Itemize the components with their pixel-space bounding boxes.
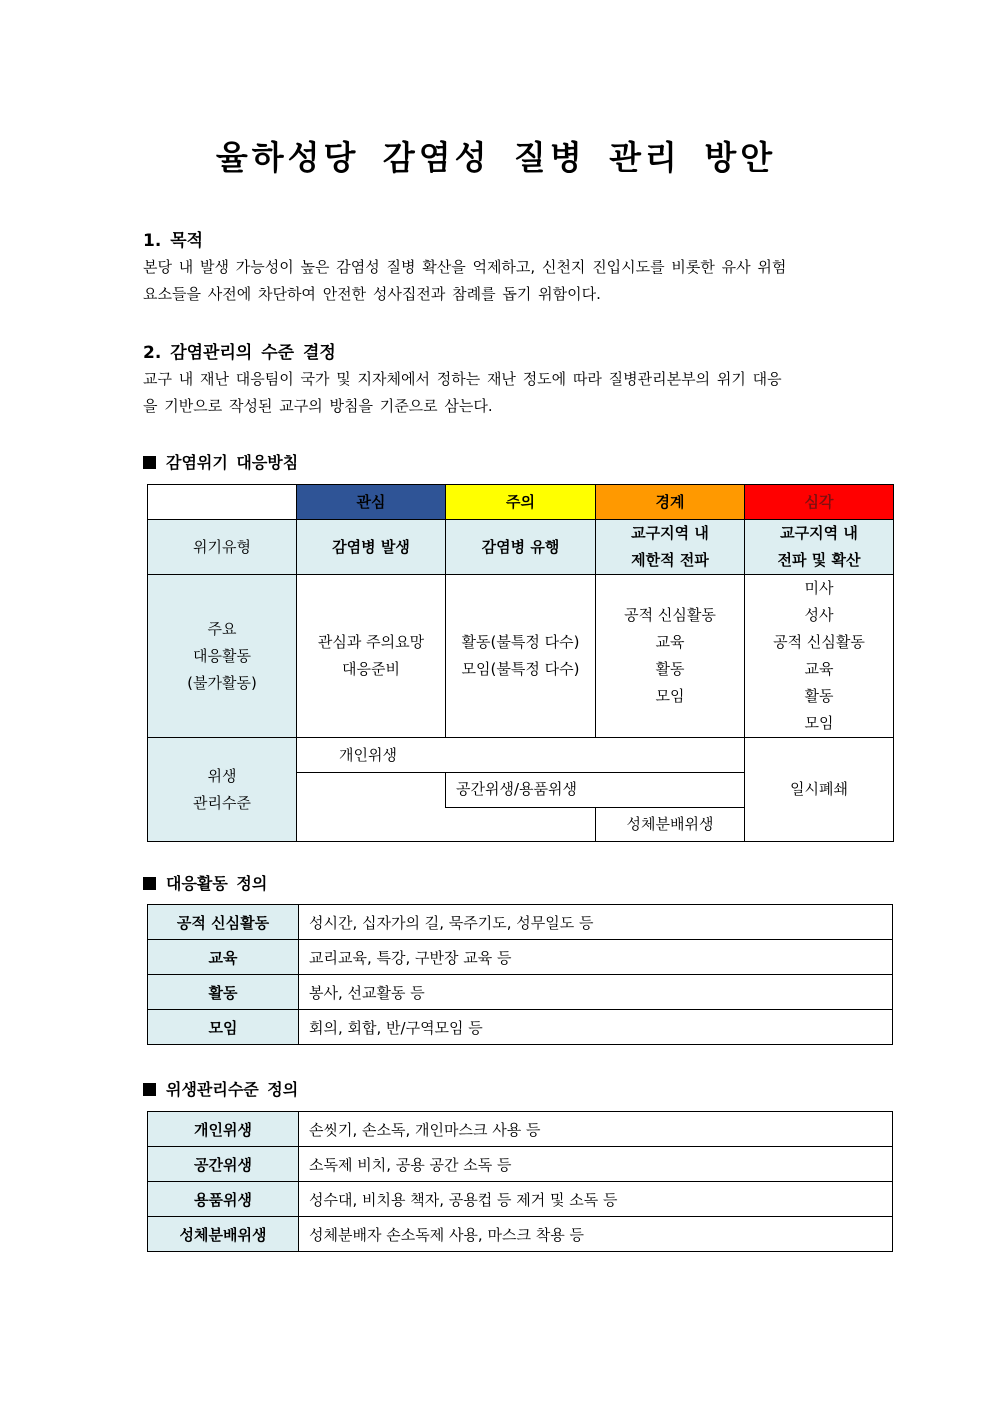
- definition-key: 활동: [148, 975, 299, 1010]
- section-2-line: 을 기반으로 작성된 교구의 방침을 기준으로 삼는다.: [143, 397, 493, 415]
- definition-key: 공적 신심활동: [148, 905, 299, 940]
- empty-cell: [297, 807, 446, 842]
- level-cell-2: 주의: [446, 485, 596, 520]
- empty-cell: [297, 773, 446, 808]
- row-label-main-response: 주요 대응활동 (불가활동): [148, 575, 297, 738]
- definition-key: 교육: [148, 940, 299, 975]
- crisis-type-cell: 감염병 유행: [446, 520, 596, 575]
- definition-value: 봉사, 선교활동 등: [299, 975, 893, 1010]
- table-row: [148, 1217, 893, 1252]
- definition-key: 용품위생: [148, 1182, 299, 1217]
- table-row: [148, 575, 894, 738]
- table-row: [148, 738, 894, 773]
- definition-value: 손씻기, 손소독, 개인마스크 사용 등: [299, 1112, 893, 1147]
- hygiene-space-goods-cell: 공간위생/용품위생: [446, 773, 745, 808]
- hygiene-defs-table: [147, 1111, 893, 1252]
- section-1-line: 본당 내 발생 가능성이 높은 감염성 질병 확산을 억제하고, 신천지 진입시도를 비롯한 유사 위험: [143, 258, 787, 276]
- square-bullet-icon: [143, 456, 156, 469]
- empty-corner-cell: [148, 485, 297, 520]
- main-response-cell: 활동(불특정 다수) 모임(불특정 다수): [446, 575, 596, 738]
- empty-cell: [446, 807, 596, 842]
- response-table-heading: 감염위기 대응방침: [143, 450, 298, 473]
- square-bullet-icon: [143, 1083, 156, 1096]
- response-table: [147, 484, 894, 842]
- hygiene-personal-cell: 개인위생: [297, 738, 745, 773]
- table-row: [148, 485, 894, 520]
- definition-value: 교리교육, 특강, 구반장 교육 등: [299, 940, 893, 975]
- definition-value: 성체분배자 손소독제 사용, 마스크 착용 등: [299, 1217, 893, 1252]
- crisis-type-cell: 감염병 발생: [297, 520, 446, 575]
- crisis-type-cell: 교구지역 내 전파 및 확산: [745, 520, 894, 575]
- section-1-paragraph: [143, 254, 855, 308]
- main-response-cell: 관심과 주의요망 대응준비: [297, 575, 446, 738]
- table-row: [148, 1182, 893, 1217]
- main-response-cell: 공적 신심활동 교육 활동 모임: [596, 575, 745, 738]
- definition-value: 성수대, 비치용 책자, 공용컵 등 제거 및 소독 등: [299, 1182, 893, 1217]
- table-row: [148, 1010, 893, 1045]
- table-row: [148, 520, 894, 575]
- hygiene-closure-cell: 일시폐쇄: [745, 738, 894, 842]
- definition-key: 성체분배위생: [148, 1217, 299, 1252]
- definition-key: 개인위생: [148, 1112, 299, 1147]
- activity-defs-heading: 대응활동 정의: [143, 871, 267, 894]
- section-1-heading: 1. 목적: [143, 231, 204, 251]
- section-2-line: 교구 내 재난 대응팀이 국가 및 지자체에서 정하는 재난 정도에 따라 질병관리본부의 위기 대응: [143, 370, 782, 388]
- table-row: [148, 1147, 893, 1182]
- table-row: [148, 940, 893, 975]
- section-2-paragraph: [143, 366, 855, 420]
- definition-value: 회의, 회합, 반/구역모임 등: [299, 1010, 893, 1045]
- document-title: 율하성당 감염성 질병 관리 방안: [215, 138, 777, 177]
- definition-key: 공간위생: [148, 1147, 299, 1182]
- level-cell-3: 경계: [596, 485, 745, 520]
- level-cell-1: 관심: [297, 485, 446, 520]
- level-cell-4: 심각: [745, 485, 894, 520]
- section-2-heading: 2. 감염관리의 수준 결정: [143, 343, 336, 363]
- section-1-line: 요소들을 사전에 차단하여 안전한 성사집전과 참례를 돕기 위함이다.: [143, 285, 601, 303]
- activity-defs-table: [147, 904, 893, 1045]
- row-label-hygiene: 위생 관리수준: [148, 738, 297, 842]
- table-row: [148, 1112, 893, 1147]
- crisis-type-cell: 교구지역 내 제한적 전파: [596, 520, 745, 575]
- square-bullet-icon: [143, 877, 156, 890]
- hygiene-communion-cell: 성체분배위생: [596, 807, 745, 842]
- definition-value: 성시간, 십자가의 길, 묵주기도, 성무일도 등: [299, 905, 893, 940]
- main-response-cell: 미사 성사 공적 신심활동 교육 활동 모임: [745, 575, 894, 738]
- table-row: [148, 975, 893, 1010]
- hygiene-defs-heading: 위생관리수준 정의: [143, 1077, 298, 1100]
- row-label-crisis-type: 위기유형: [148, 520, 297, 575]
- definition-value: 소독제 비치, 공용 공간 소독 등: [299, 1147, 893, 1182]
- definition-key: 모임: [148, 1010, 299, 1045]
- table-row: [148, 905, 893, 940]
